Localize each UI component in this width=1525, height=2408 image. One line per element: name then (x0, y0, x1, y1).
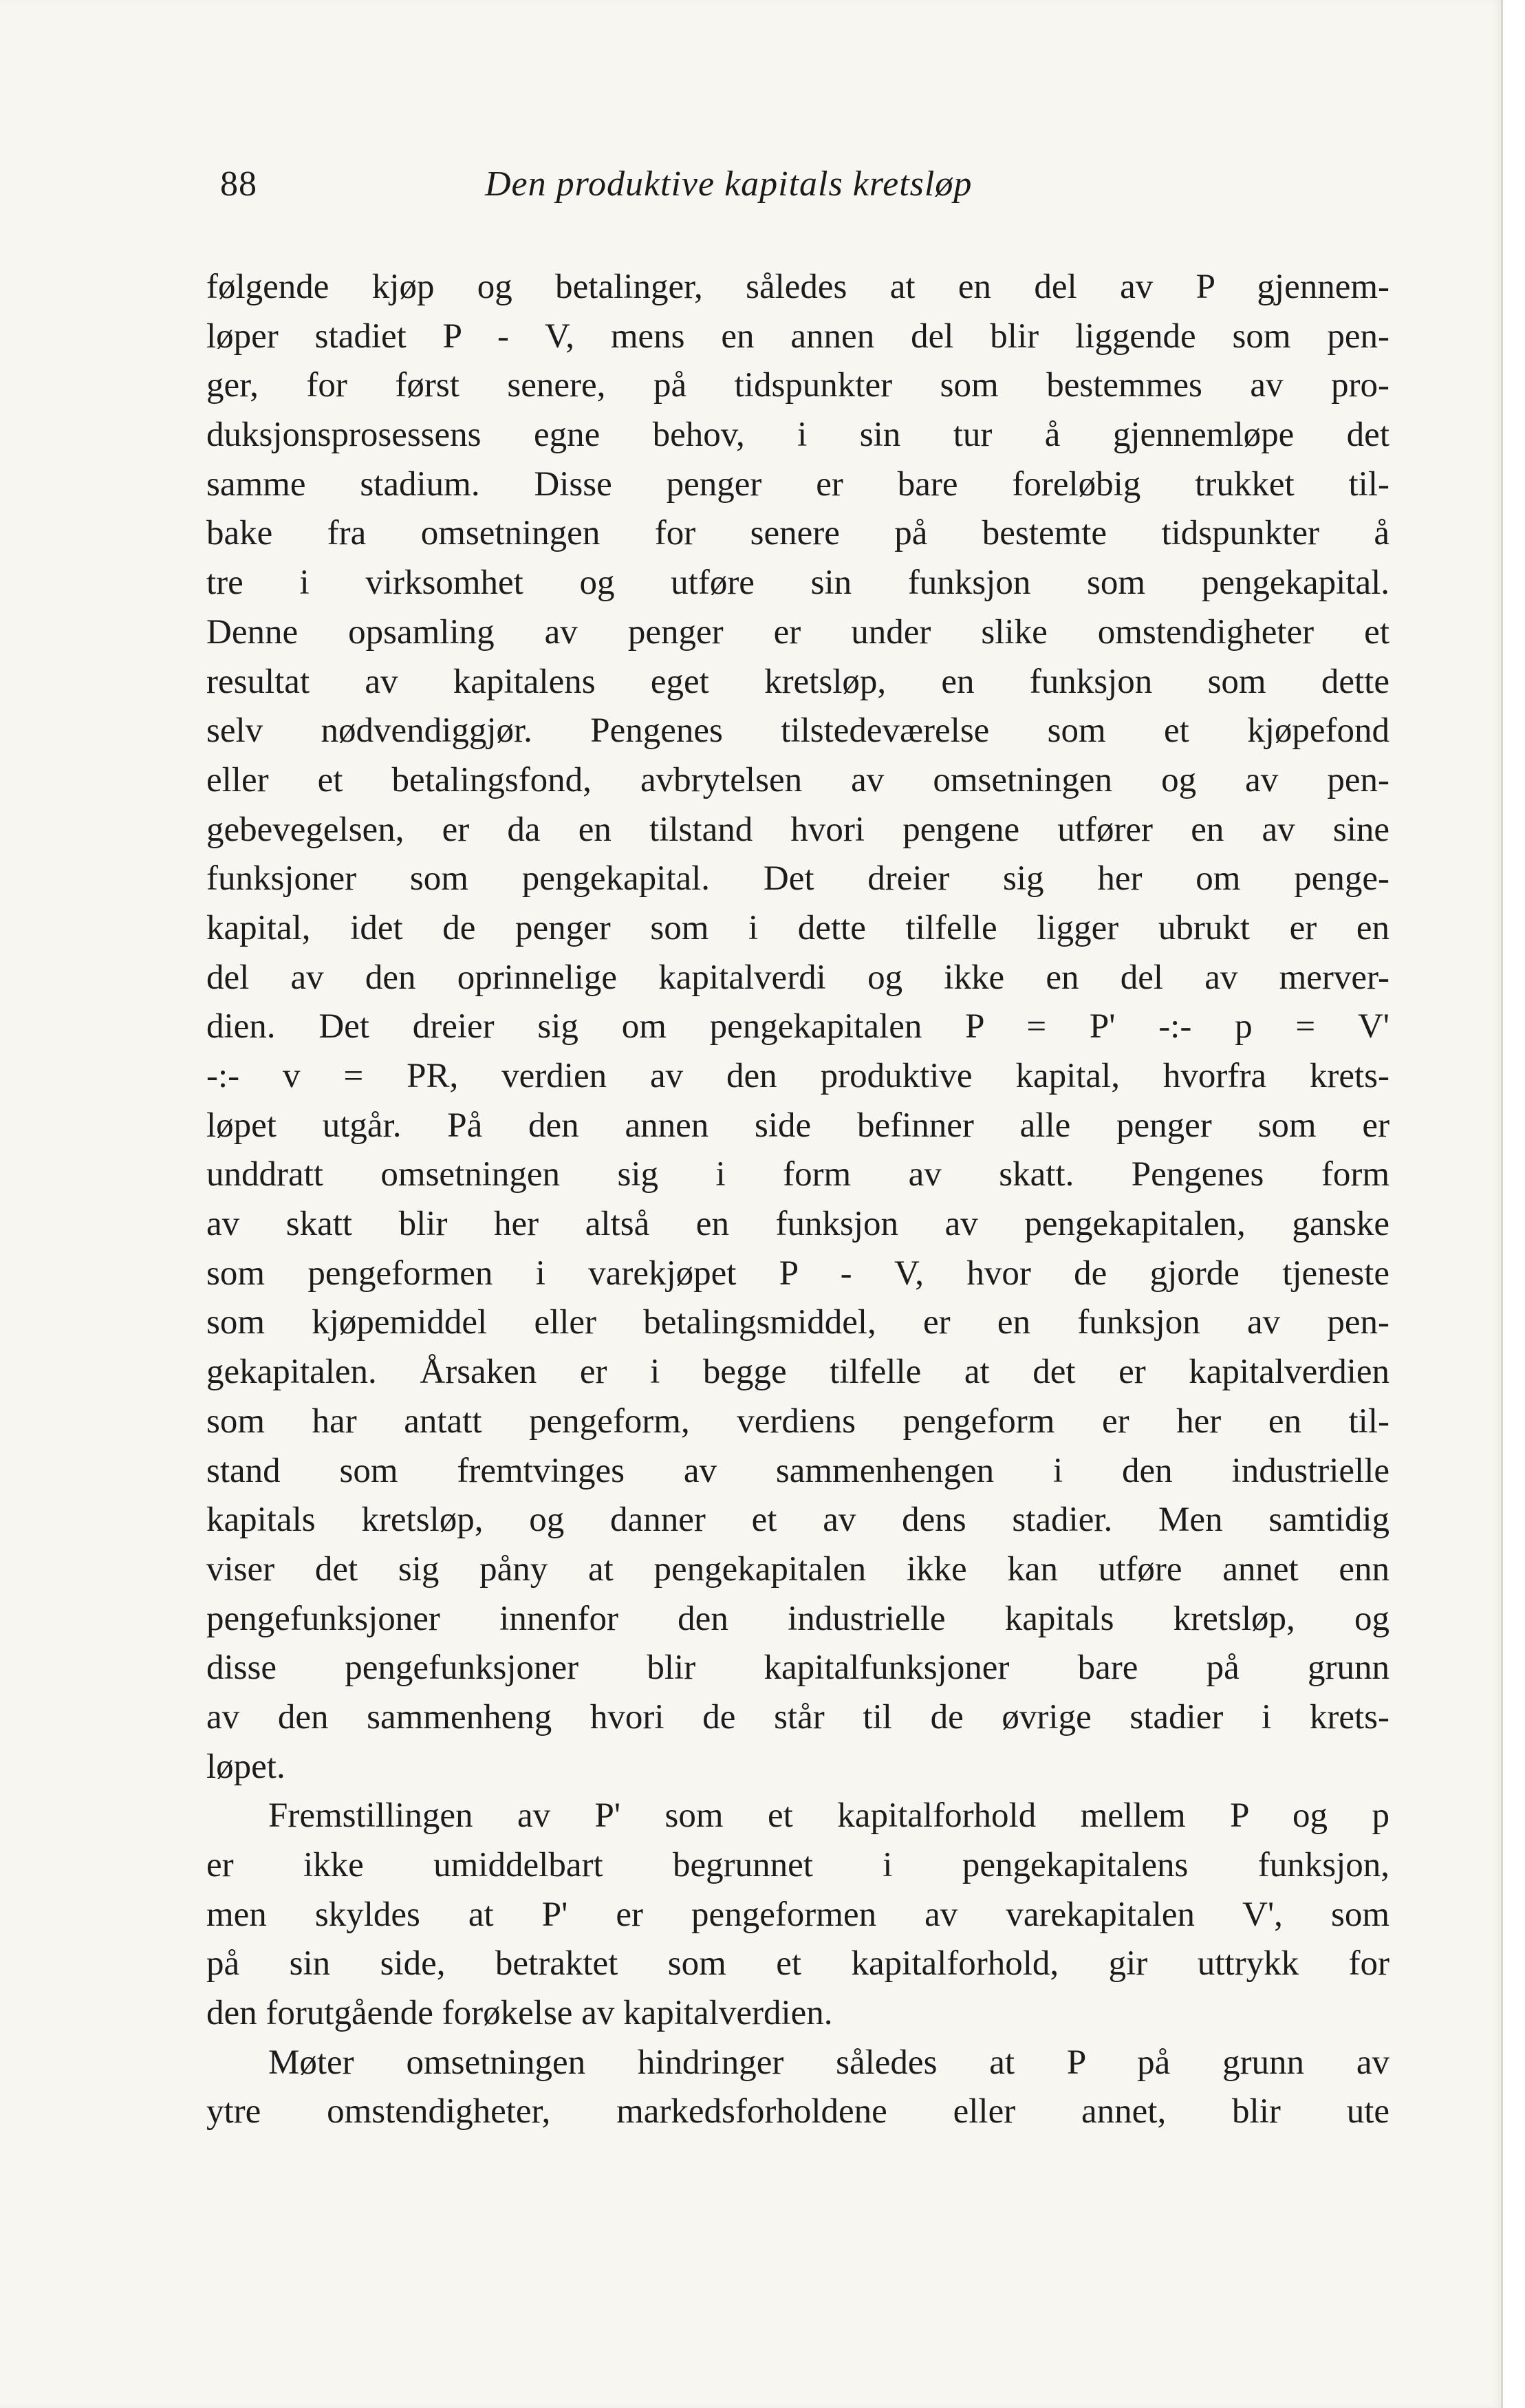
page-header (220, 164, 1376, 212)
text-line: er ikke umiddelbart begrunnet i pengekapitalens funksjon, (206, 1846, 1389, 1884)
text-line: ger, for først senere, på tidspunkter som bestemmes av pro- (206, 366, 1389, 405)
text-line: løpet utgår. På den annen side befinner alle penger som er (206, 1106, 1389, 1145)
text-line: men skyldes at P' er pengeformen av varekapitalen V', som (206, 1895, 1389, 1934)
text-line: den forutgående forøkelse av kapitalverdien. (206, 1994, 833, 2033)
scan-margin (1503, 0, 1525, 2408)
text-line: unddratt omsetningen sig i form av skatt. Pengenes form (206, 1155, 1389, 1194)
text-line: funksjoner som pengekapital. Det dreier sig her om penge- (206, 859, 1389, 899)
text-line: kapitals kretsløp, og danner et av dens stadier. Men samtidig (206, 1501, 1389, 1540)
text-line: samme stadium. Disse penger er bare foreløbig trukket til- (206, 464, 1389, 504)
text-line: duksjonsprosessens egne behov, i sin tur å gjennemløpe det (206, 416, 1389, 455)
text-line: løpet. (206, 1747, 285, 1786)
text-line: gebevegelsen, er da en tilstand hvori pengene utfører en av sine (206, 810, 1389, 849)
text-line: på sin side, betraktet som et kapitalforhold, gir uttrykk for (206, 1944, 1389, 1984)
text-line: av skatt blir her altså en funksjon av pengekapitalen, ganske (206, 1205, 1389, 1244)
paragraph-first-line: Møter omsetningen hindringer således at P på grunn av (268, 2043, 1389, 2082)
text-line: Denne opsamling av penger er under slike omstendigheter et (206, 612, 1389, 652)
text-line: av den sammenheng hvori de står til de øvrige stadier i krets- (206, 1697, 1389, 1737)
text-line: resultat av kapitalens eget kretsløp, en funksjon som dette (206, 662, 1389, 701)
page-number: 88 (220, 164, 257, 204)
text-line: selv nødvendiggjør. Pengenes tilstedeværelse som et kjøpefond (206, 711, 1389, 751)
text-line: del av den oprinnelige kapitalverdi og ikke en del av merver- (206, 958, 1389, 997)
text-line: bake fra omsetningen for senere på bestemte tidspunkter å (206, 514, 1389, 553)
text-line: disse pengefunksjoner blir kapitalfunksjoner bare på grunn (206, 1648, 1389, 1688)
paragraph-first-line: Fremstillingen av P' som et kapitalforhold mellem P og p (268, 1796, 1389, 1836)
text-line: løper stadiet P - V, mens en annen del blir liggende som pen- (206, 316, 1389, 356)
text-line: eller et betalingsfond, avbrytelsen av omsetningen og av pen- (206, 760, 1389, 799)
text-line: pengefunksjoner innenfor den industrielle kapitals kretsløp, og (206, 1599, 1389, 1638)
text-line: kapital, idet de penger som i dette tilfelle ligger ubrukt er en (206, 908, 1389, 947)
text-line: som kjøpemiddel eller betalingsmiddel, er en funksjon av pen- (206, 1303, 1389, 1342)
body-text (206, 263, 1389, 2137)
text-line: stand som fremtvinges av sammenhengen i den industrielle (206, 1451, 1389, 1490)
text-line: følgende kjøp og betalinger, således at en del av P gjennem- (206, 268, 1389, 306)
text-line: som har antatt pengeform, verdiens pengeform er her en til- (206, 1401, 1389, 1441)
text-line: -:- v = PR, verdien av den produktive kapital, hvorfra krets- (206, 1057, 1389, 1095)
text-line: gekapitalen. Årsaken er i begge tilfelle at det er kapitalverdien (206, 1353, 1389, 1392)
text-line: tre i virksomhet og utføre sin funksjon som pengekapital. (206, 563, 1389, 603)
text-line: dien. Det dreier sig om pengekapitalen P = P' -:- p = V' (206, 1007, 1389, 1046)
text-line: som pengeformen i varekjøpet P - V, hvor de gjorde tjeneste (206, 1254, 1389, 1293)
running-title: Den produktive kapitals kretsløp (485, 164, 973, 204)
text-line: viser det sig påny at pengekapitalen ikke kan utføre annet enn (206, 1549, 1389, 1589)
text-line: ytre omstendigheter, markedsforholdene eller annet, blir ute (206, 2092, 1389, 2131)
